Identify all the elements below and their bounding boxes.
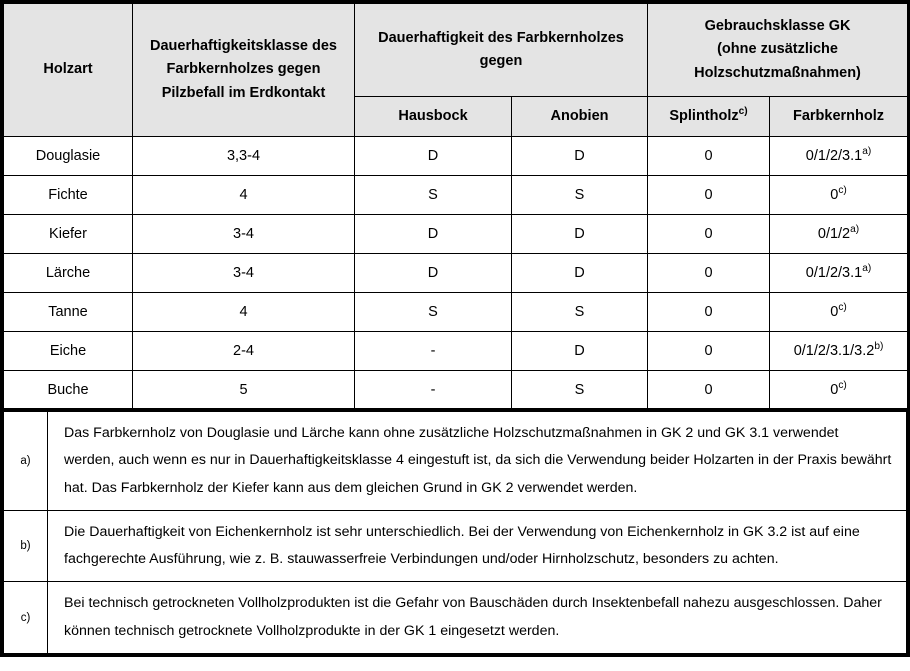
- cell-splintholz: 0: [648, 254, 770, 293]
- cell-species: Eiche: [4, 332, 133, 371]
- footnote-key: b): [4, 510, 48, 582]
- cell-anobien: D: [512, 215, 648, 254]
- cell-splintholz: 0: [648, 293, 770, 332]
- table-body: [4, 137, 908, 410]
- cell-farbkernholz-footnote-ref: a): [850, 224, 860, 236]
- footnote-row: [4, 510, 907, 582]
- cell-farbkernholz: [770, 371, 908, 410]
- cell-dauerhaftigkeitsklasse: 4: [133, 293, 355, 332]
- cell-species: Kiefer: [4, 215, 133, 254]
- cell-dauerhaftigkeitsklasse: 3-4: [133, 254, 355, 293]
- cell-farbkernholz: [770, 215, 908, 254]
- cell-farbkernholz-footnote-ref: c): [838, 302, 847, 314]
- cell-farbkernholz-footnote-ref: a): [862, 146, 872, 158]
- gebrauchsklasse-line-3: Holzschutzmaßnahmen): [694, 64, 861, 81]
- wood-durability-table: [3, 3, 908, 411]
- footnote-text: Bei technisch getrockneten Vollholzprodukten ist die Gefahr von Bauschäden durch Insektenbefall nahezu ausgeschlossen. Daher können technisch getrocknete Vollholzprodukte in der GK 1 eingesetzt werden.: [48, 582, 907, 654]
- cell-anobien: S: [512, 293, 648, 332]
- cell-anobien: D: [512, 254, 648, 293]
- cell-dauerhaftigkeitsklasse: 5: [133, 371, 355, 410]
- cell-hausbock: S: [355, 293, 512, 332]
- cell-species: Buche: [4, 371, 133, 410]
- footnote-text: Die Dauerhaftigkeit von Eichenkernholz ist sehr unterschiedlich. Bei der Verwendung von Eichenkernholz in GK 3.2 ist auf eine fachgerechte Ausführung, wie z. B. stauwasserfreie Verbindungen und/oder Hirnholzschutz, besonders zu achten.: [48, 510, 907, 582]
- cell-splintholz: 0: [648, 176, 770, 215]
- cell-dauerhaftigkeitsklasse: 2-4: [133, 332, 355, 371]
- header-splintholz-footnote-ref: c): [738, 105, 748, 117]
- table-header: [4, 4, 908, 137]
- table-row: [4, 254, 908, 293]
- cell-farbkernholz-footnote-ref: c): [838, 185, 847, 197]
- cell-anobien: S: [512, 371, 648, 410]
- cell-hausbock: -: [355, 332, 512, 371]
- cell-dauerhaftigkeitsklasse: 4: [133, 176, 355, 215]
- cell-anobien: D: [512, 332, 648, 371]
- header-farbkernholz: Farbkernholz: [770, 97, 908, 137]
- table-row: [4, 371, 908, 410]
- header-hausbock: Hausbock: [355, 97, 512, 137]
- cell-anobien: S: [512, 176, 648, 215]
- cell-farbkernholz-footnote-ref: a): [862, 263, 872, 275]
- cell-farbkernholz-footnote-ref: b): [874, 341, 884, 353]
- cell-farbkernholz: [770, 137, 908, 176]
- gebrauchsklasse-line-2: (ohne zusätzliche: [717, 41, 838, 58]
- cell-species: Tanne: [4, 293, 133, 332]
- cell-farbkernholz-value: 0/1/2: [817, 226, 851, 242]
- cell-dauerhaftigkeitsklasse: 3,3-4: [133, 137, 355, 176]
- footnotes-table: [3, 411, 907, 654]
- cell-dauerhaftigkeitsklasse: 3-4: [133, 215, 355, 254]
- header-dauerhaftigkeitsklasse: Dauerhaftigkeitsklasse des Farbkernholzes gegen Pilzbefall im Erdkontakt: [133, 4, 355, 137]
- footnote-key: c): [4, 582, 48, 654]
- cell-splintholz: 0: [648, 137, 770, 176]
- cell-splintholz: 0: [648, 215, 770, 254]
- footnote-key: a): [4, 412, 48, 511]
- cell-farbkernholz: [770, 293, 908, 332]
- cell-species: Douglasie: [4, 137, 133, 176]
- cell-farbkernholz-value: 0: [830, 381, 839, 398]
- cell-farbkernholz-footnote-ref: c): [838, 379, 847, 391]
- cell-farbkernholz: [770, 254, 908, 293]
- table-row: [4, 176, 908, 215]
- cell-hausbock: -: [355, 371, 512, 410]
- header-group-dauerhaftigkeit: Dauerhaftigkeit des Farbkernholzes gegen: [355, 4, 648, 97]
- header-holzart: Holzart: [4, 4, 133, 137]
- cell-farbkernholz: [770, 332, 908, 371]
- cell-hausbock: D: [355, 215, 512, 254]
- cell-farbkernholz-value: 0: [830, 304, 839, 320]
- gebrauchsklasse-line-1: Gebrauchsklasse GK: [704, 17, 851, 34]
- header-splintholz-label: Splintholz: [669, 107, 739, 124]
- footnote-row: [4, 412, 907, 511]
- footnote-row: [4, 582, 907, 654]
- cell-anobien: D: [512, 137, 648, 176]
- cell-hausbock: D: [355, 137, 512, 176]
- cell-farbkernholz-value: 0/1/2/3.1/3.2: [793, 343, 875, 359]
- cell-farbkernholz: [770, 176, 908, 215]
- header-group-gebrauchsklasse: [648, 4, 908, 97]
- cell-species: Lärche: [4, 254, 133, 293]
- header-row-groups: [4, 4, 908, 97]
- cell-splintholz: 0: [648, 371, 770, 410]
- cell-splintholz: 0: [648, 332, 770, 371]
- footnote-text: Das Farbkernholz von Douglasie und Lärche kann ohne zusätzliche Holzschutzmaßnahmen in GK 2 und GK 3.1 verwendet werden, auch wenn es nur in Dauerhaftigkeitsklasse 4 eingestuft ist, da sich die Verwendung beider Holzarten in der Praxis bewährt hat. Das Farbkernholz der Kiefer kann aus dem gleichen Grund in GK 2 verwendet werden.: [48, 412, 907, 511]
- cell-hausbock: D: [355, 254, 512, 293]
- cell-farbkernholz-value: 0: [830, 187, 839, 203]
- table-row: [4, 215, 908, 254]
- header-splintholz: [648, 97, 770, 137]
- table-row: [4, 332, 908, 371]
- cell-species: Fichte: [4, 176, 133, 215]
- header-anobien: Anobien: [512, 97, 648, 137]
- footnotes-frame: [0, 411, 910, 657]
- table-row: [4, 293, 908, 332]
- table-row: [4, 137, 908, 176]
- cell-farbkernholz-value: 0/1/2/3.1: [805, 265, 863, 281]
- cell-hausbock: S: [355, 176, 512, 215]
- cell-farbkernholz-value: 0/1/2/3.1: [805, 148, 863, 164]
